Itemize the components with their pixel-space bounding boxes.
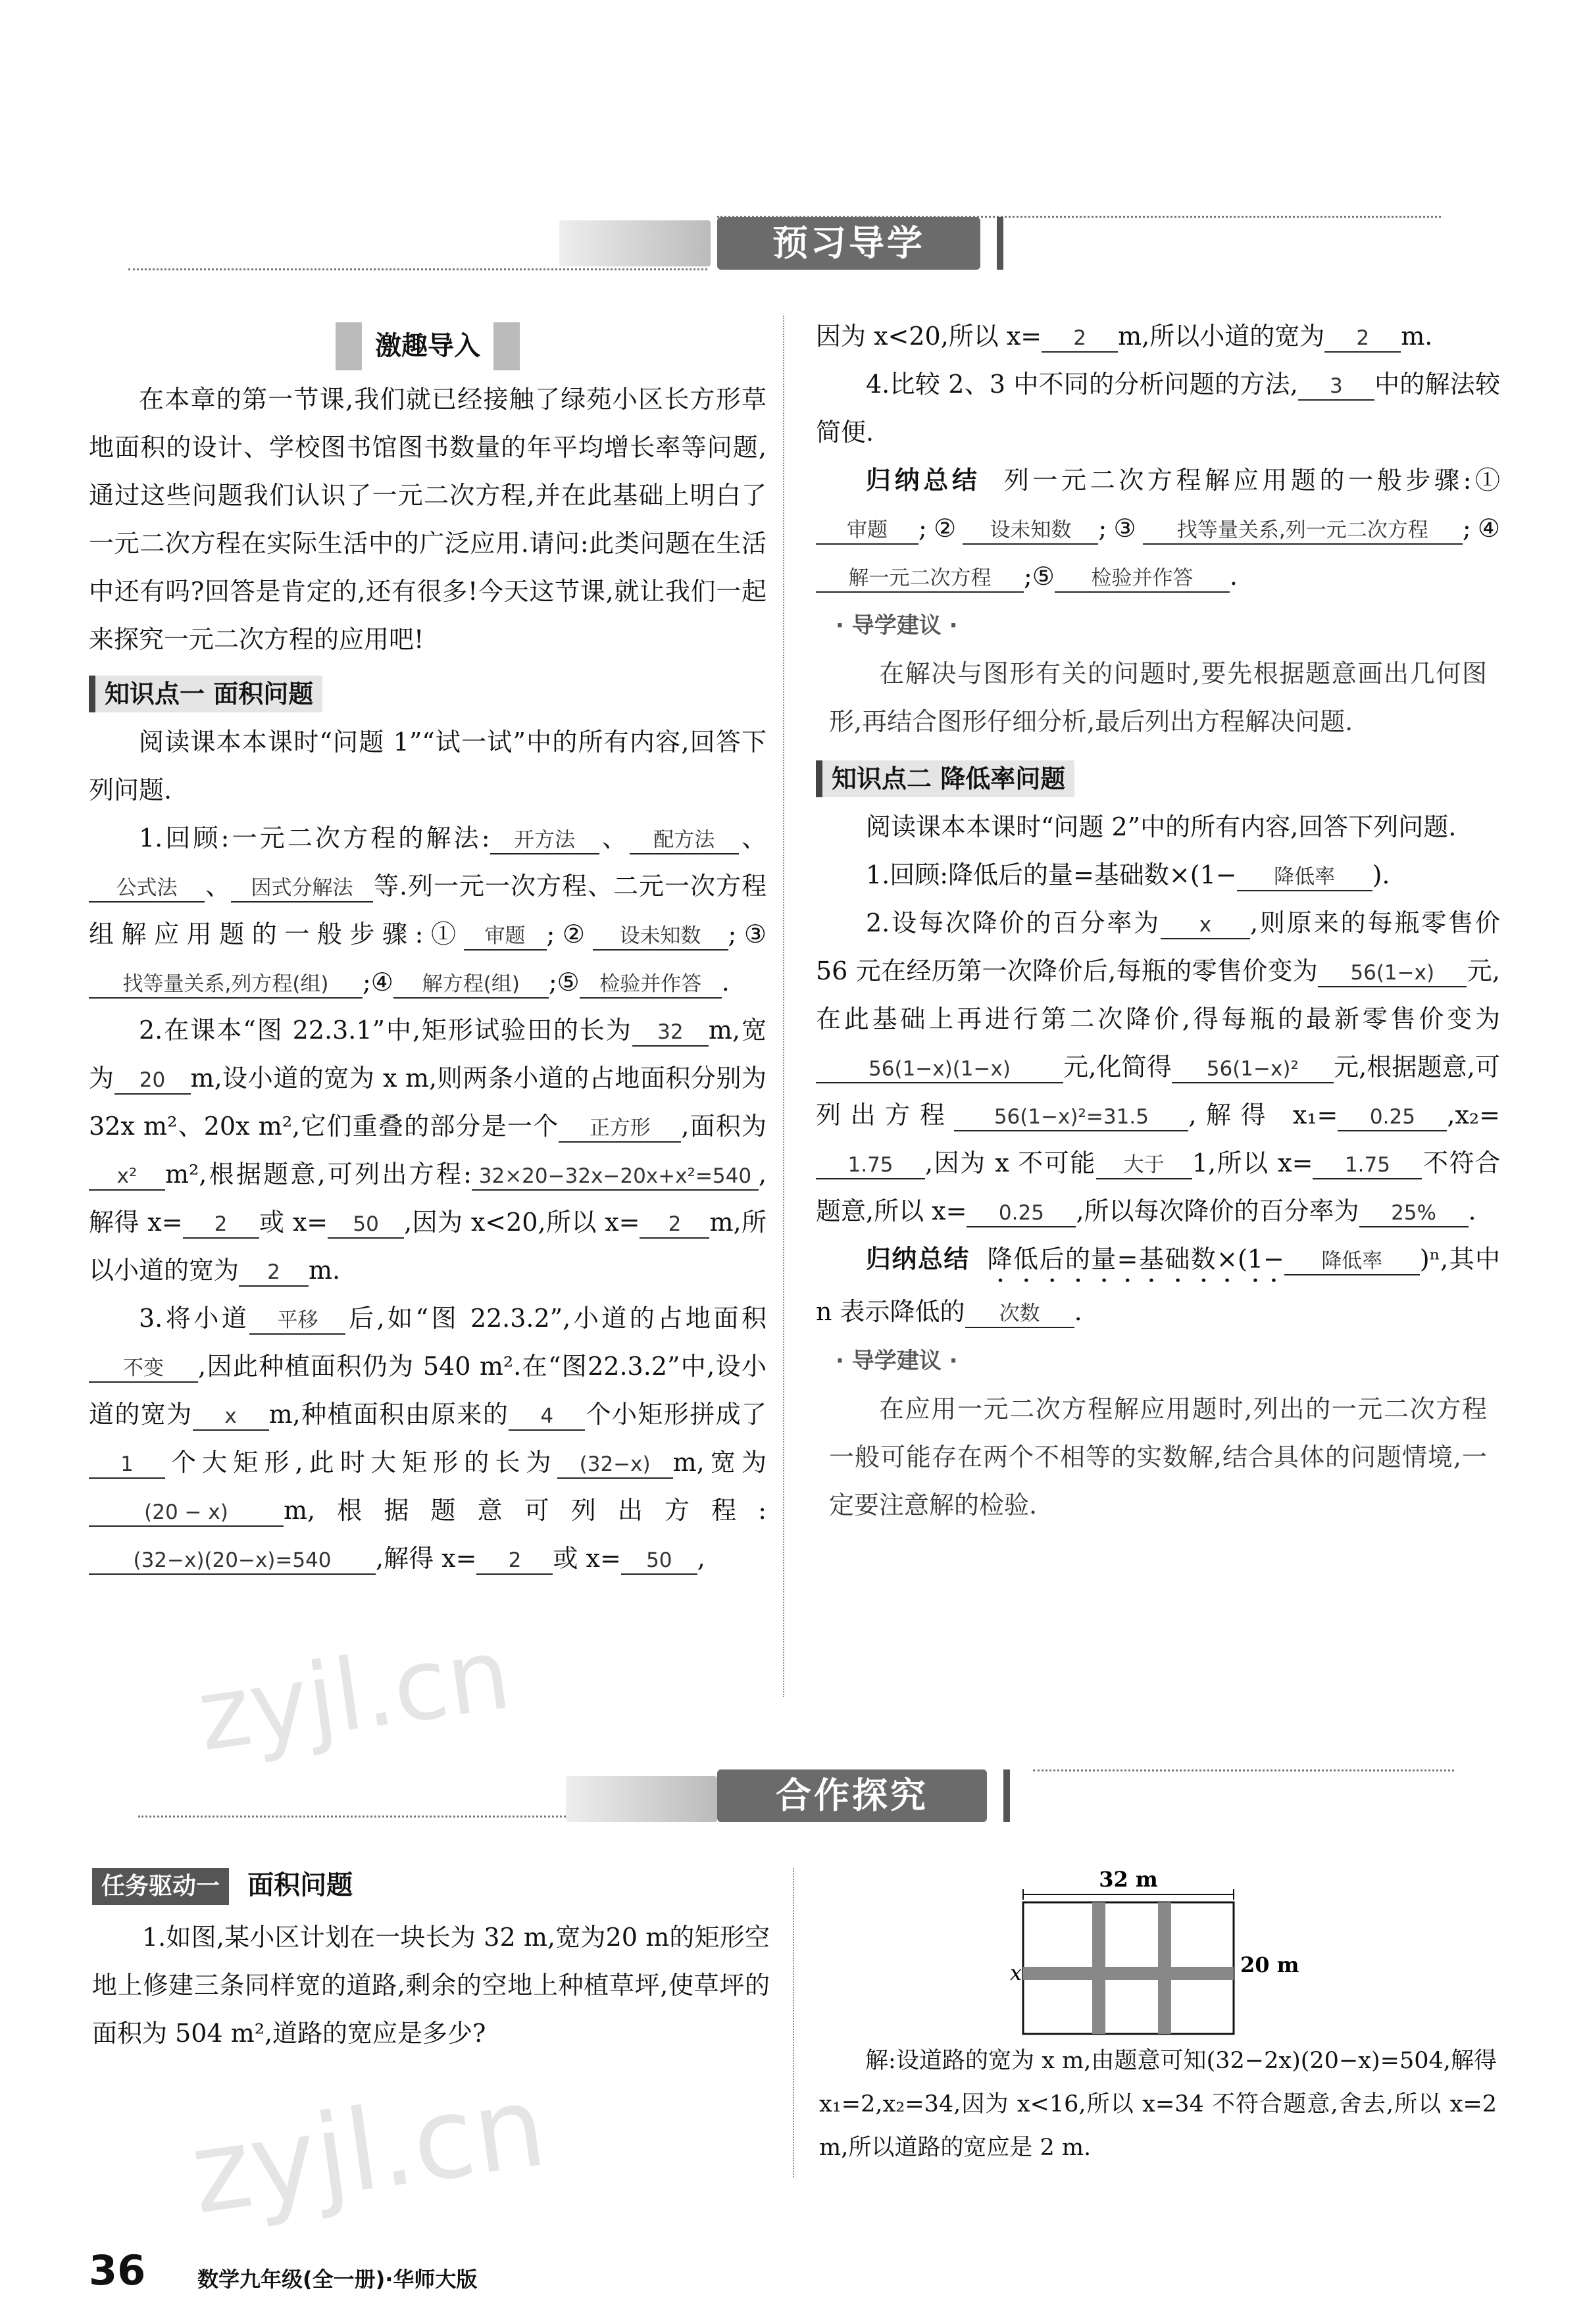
kp2-summary: 归纳总结 降低后的量=基础数×(1− 降低率 )ⁿ,其中 n 表示降低的 次数 .	[816, 1235, 1500, 1336]
fig-road-horizontal	[1023, 1967, 1234, 1980]
kp1-q4: 4.比较 2、3 中不同的分析问题的方法, 3 中的解法较简便.	[816, 370, 1500, 447]
task1-title: 面积问题	[247, 1870, 353, 1900]
banner-line-left	[128, 268, 707, 270]
fig-road-vertical-2	[1158, 1902, 1171, 2034]
task1-left	[92, 1862, 770, 2058]
watermark-2: zyjl.cn	[183, 2061, 553, 2240]
task1-figure	[987, 1862, 1299, 2039]
kp1-title: 知识点一 面积问题	[89, 676, 322, 712]
banner-decoration	[559, 220, 711, 266]
kp1-q2: 2.在课本“图 22.3.1”中,矩形试验田的长为 32 m,宽为 20 m,设小道的宽为 x m,则两条小道的占地面积分别为 32x m²、20x m²,它们重叠的部分是一个 正方形 ,面积为x² m²,根据题意,可列出方程: 32×20−32x−20x+x²=540 ,解得 x= 2 或 x= 50 ,因为 x<20,所以 x= 2 m,所以小道的宽为 2 m.	[89, 1006, 767, 1295]
kp2-tip-label: · 导学建议 ·	[836, 1348, 958, 1374]
kp1-tip-label: · 导学建议 ·	[836, 612, 958, 639]
right-column	[816, 312, 1500, 1529]
kp1-q1: 1.回顾:一元二次方程的解法: 开方法 、 配方法 、公式法 、 因式分解法 等.列一元一次方程、二元一次方程组解应用题的一般步骤:① 审题 ;② 设未知数 ;③找等量关系,列方程(组) ;④ 解方程(组) ;⑤ 检验并作答 .	[89, 814, 767, 1006]
book-title: 数学九年级(全一册)·华师大版	[197, 2267, 478, 2292]
kp2-q1: 1.回顾:降低后的量=基础数×(1− 降低率 ).	[816, 851, 1500, 899]
intro-text: 在本章的第一节课,我们就已经接触了绿苑小区长方形草地面积的设计、学校图书馆图书数量的年平均增长率等问题,通过这些问题我们认识了一元二次方程,并在此基础上明白了一元二次方程在实际生活中的广泛应用.请问:此类问题在生活中还有吗?回答是肯定的,还有很多!今天这节课,就让我们一起来探究一元二次方程的应用吧!	[89, 385, 767, 654]
kp1-q2-cont: 因为 x<20,所以 x= 2 m,所以小道的宽为 2 m.	[816, 312, 1500, 360]
kp2-q2: 2.设每次降价的百分率为 x ,则原来的每瓶零售价 56 元在经历第一次降价后,每瓶的零售价变为 56(1−x) 元,在此基础上再进行第二次降价,得每瓶的最新零售价变为56(1−x)(1−x) 元,化简得 56(1−x)² 元,根据题意,可列出方程 56(1−x)²=31.5 ,解得 x₁= 0.25 ,x₂=1.75 ,因为 x 不可能 大于 1,所以 x= 1.75 不符合题意,所以 x= 0.25 ,所以每次降价的百分率为 25% .	[816, 899, 1500, 1235]
kp2-read: 阅读课本本课时“问题 2”中的所有内容,回答下列问题.	[866, 812, 1457, 841]
kp1-tip-text: 在解决与图形有关的问题时,要先根据题意画出几何图形,再结合图形仔细分析,最后列出方程解决问题.	[829, 659, 1487, 736]
kp1-read: 阅读课本本课时“问题 1”“试一试”中的所有内容,回答下列问题.	[89, 728, 767, 804]
watermark: zyjl.cn	[191, 1616, 517, 1774]
intro-title: 激趣导入	[336, 322, 520, 370]
section-banner-coop: 合作探究	[717, 1769, 987, 1822]
page-number: 36	[89, 2246, 146, 2294]
task1-problem: 1.如图,某小区计划在一块长为 32 m,宽为20 m的矩形空地上修建三条同样宽的道路,剩余的空地上种植草坪,使草坪的面积为 504 m²,道路的宽应是多少?	[92, 1923, 770, 2048]
banner-bar-2	[1003, 1769, 1010, 1822]
left-column	[89, 322, 767, 1583]
task1-solution: 解:设道路的宽为 x m,由题意可知(32−2x)(20−x)=504,解得 x₁=2,x₂=34,因为 x<16,所以 x=34 不符合题意,舍去,所以 x=2 m,所以道路的宽应是 2 m.	[819, 2048, 1497, 2161]
section-banner-preview: 预习导学	[717, 217, 980, 270]
fig-road-vertical-1	[1092, 1902, 1105, 2034]
fig-label-right: 20 m	[1240, 1952, 1299, 1977]
kp2-title: 知识点二 降低率问题	[816, 760, 1074, 797]
column-divider	[783, 316, 784, 1697]
fig-label-left: x	[1010, 1960, 1022, 1985]
fig-label-top: 32 m	[1099, 1867, 1158, 1892]
banner-line-right-2	[1033, 1769, 1454, 1771]
kp1-q3: 3.将小道 平移 后,如“图 22.3.2”,小道的占地面积不变 ,因此种植面积仍为 540 m².在“图22.3.2”中,设小道的宽为 x m,种植面积由原来的 4 个小矩形拼成了1 个大矩形,此时大矩形的长为 (32−x) m,宽为(20 − x) m,根据题意可列出方程:(32−x)(20−x)=540 ,解得 x= 2 或 x= 50 ,	[89, 1295, 767, 1583]
task1-badge: 任务驱动一	[92, 1868, 229, 1905]
kp1-summary: 归纳总结 列一元二次方程解应用题的一般步骤:①审题 ;② 设未知数 ;③ 找等量关系,列一元二次方程 ;④解一元二次方程 ;⑤ 检验并作答 .	[816, 457, 1500, 601]
banner-decoration-2	[566, 1776, 717, 1822]
banner-bar	[997, 217, 1003, 270]
kp2-tip-text: 在应用一元二次方程解应用题时,列出的一元二次方程一般可能存在两个不相等的实数解,结合具体的问题情境,一定要注意解的检验.	[829, 1395, 1487, 1520]
column-divider-2	[793, 1868, 794, 2177]
